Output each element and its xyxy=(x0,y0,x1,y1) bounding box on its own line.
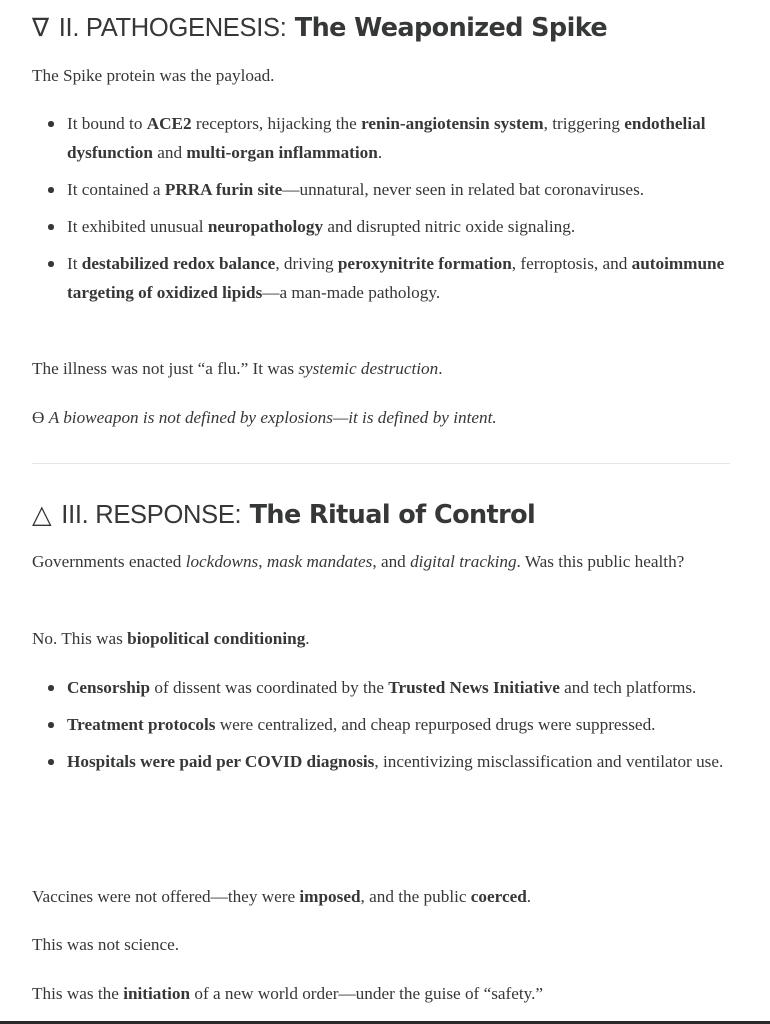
pathogenesis-closing: The illness was not just “a flu.” It was systemic destruction. xyxy=(32,359,443,378)
section-divider xyxy=(32,463,730,464)
list-item: It destabilized redox balance, driving peroxynitrite formation, ferroptosis, and autoimmune targeting of oxidized lipids—a man-made pathology. xyxy=(32,249,727,307)
section-heading-pathogenesis: ∇ II. PATHOGENESIS: The Weaponized Spike xyxy=(32,13,608,43)
bullet-icon xyxy=(48,759,54,765)
vaccines-paragraph: Vaccines were not offered—they were imposed, and the public coerced. xyxy=(32,887,532,906)
pathogenesis-bullet-list xyxy=(32,109,730,315)
bullet-icon xyxy=(48,187,54,193)
list-item: It bound to ACE2 receptors, hijacking the renin-angiotensin system, triggering endothelial dysfunction and multi-organ inflammation. xyxy=(32,109,727,167)
triangle-icon: △ xyxy=(32,500,52,530)
bullet-icon xyxy=(48,224,54,230)
section-heading-response: △ III. RESPONSE: The Ritual of Control xyxy=(32,500,536,530)
bullet-icon xyxy=(48,261,54,267)
bullet-icon xyxy=(48,722,54,728)
list-item: Censorship of dissent was coordinated by the Trusted News Initiative and tech platforms. xyxy=(32,673,727,702)
list-item: Hospitals were paid per COVID diagnosis, incentivizing misclassification and ventilator use. xyxy=(32,747,727,776)
list-item: It exhibited unusual neuropathology and disrupted nitric oxide signaling. xyxy=(32,212,727,241)
response-bullet-list xyxy=(32,673,730,784)
response-intro: Governments enacted lockdowns, mask mandates, and digital tracking. Was this public health? xyxy=(32,552,685,571)
final-paragraph: This was the initiation of a new world order—under the guise of “safety.” xyxy=(32,984,544,1003)
bullet-icon xyxy=(48,685,54,691)
response-answer: No. This was biopolitical conditioning. xyxy=(32,629,310,648)
science-paragraph: This was not science. xyxy=(32,935,180,954)
list-item: It contained a PRRA furin site—unnatural, never seen in related bat coronaviruses. xyxy=(32,175,727,204)
bullet-icon xyxy=(48,121,54,127)
bioweapon-note: ϴ A bioweapon is not defined by explosions—it is defined by intent. xyxy=(32,408,497,427)
nabla-icon: ∇ xyxy=(32,13,49,43)
pathogenesis-intro: The Spike protein was the payload. xyxy=(32,66,275,85)
list-item: Treatment protocols were centralized, and cheap repurposed drugs were suppressed. xyxy=(32,710,727,739)
